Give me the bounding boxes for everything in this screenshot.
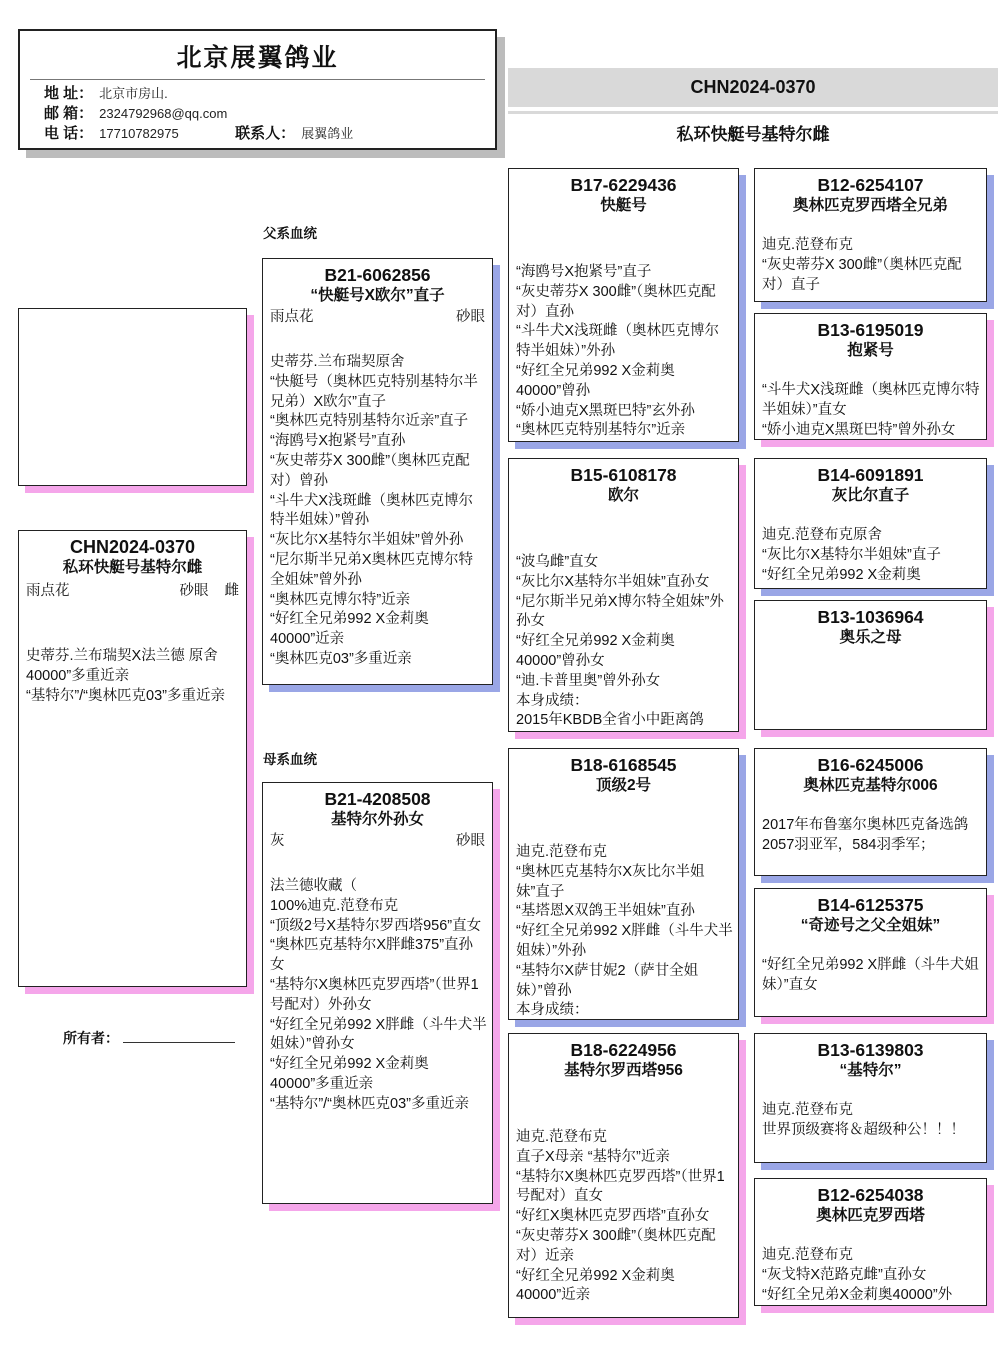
text-line: “奥林匹克基特尔X胖雌375”直孙女 xyxy=(270,937,474,974)
text-line: 史蒂芬.兰布瑞契X法兰德 原舍 xyxy=(26,648,218,664)
pigeon-name: “奇迹号之父全姐妹” xyxy=(800,917,941,934)
text-line: “基特尔”/“奥林匹克03”多重近亲 xyxy=(270,1095,469,1112)
text-line: “基特尔”/“奥林匹克03”多重近亲 xyxy=(26,687,225,704)
text-line: “灰比尔X基特尔半姐妹”直孙女 xyxy=(516,573,710,590)
eye-color: 砂眼 xyxy=(456,833,485,849)
father-box xyxy=(262,258,493,685)
text-line: “娇小迪克X黑斑巴特”曾外孙女 xyxy=(762,421,956,438)
text-line: 迪克.范登布克原舍 xyxy=(762,527,883,543)
eye-color: 砂眼 xyxy=(456,309,485,325)
ring-number: B14-6091891 xyxy=(817,465,924,485)
owner-label: 所有者： xyxy=(63,1030,119,1046)
pedigree-notes xyxy=(26,647,241,706)
pedigree-notes xyxy=(516,1128,733,1306)
phone-row xyxy=(44,124,495,144)
text-line: “好红全兄弟992 X金莉奥 xyxy=(516,633,675,650)
text-line: 迪克.范登布克 xyxy=(762,237,854,253)
great-grandparent-box-1 xyxy=(754,168,987,302)
text-line: “好红全兄弟992 X金莉奥 xyxy=(270,611,429,628)
text-line: 40000”多重近亲 xyxy=(270,1075,374,1092)
pigeon-name: 抱紧号 xyxy=(847,342,894,359)
pigeon-name: “基特尔” xyxy=(839,1062,902,1079)
grandsire-paternal-box xyxy=(508,168,739,442)
photo-box xyxy=(18,308,247,486)
text-line: “基特尔X奥林匹克罗西塔”（世界1号配对）外孙女 xyxy=(270,976,479,1013)
pedigree-notes xyxy=(762,1101,981,1141)
ring-number: B12-6254038 xyxy=(817,1185,924,1205)
text-line: “好红X奥林匹克罗西塔”直孙女 xyxy=(516,1208,710,1225)
text-line: “基特尔X萨甘妮2（萨甘全姐妹）”曾孙 xyxy=(516,962,699,999)
ring-number: B13-6139803 xyxy=(817,1040,924,1060)
text-line: “好红全兄弟992 X金莉奥 xyxy=(762,566,921,583)
pigeon-name: 奥林匹克基特尔006 xyxy=(803,777,938,794)
paternal-line-label: 父系血统 xyxy=(263,226,317,241)
loft-contact-info xyxy=(20,84,495,144)
owner-row xyxy=(63,1028,235,1048)
text-line: 迪克.范登布克 xyxy=(762,1102,854,1118)
text-line: 法兰德收藏（ xyxy=(270,878,357,894)
text-line: “好红全兄弟992 X胖雌（斗牛犬半姐妹）”曾孙女 xyxy=(270,1016,487,1053)
text-line: “斗牛犬X浅斑雌（奥林匹克博尔特半姐妹）”外孙 xyxy=(516,323,719,360)
text-line: “顶级2号X基特尔罗西塔956”直女 xyxy=(270,917,482,934)
text-line: “灰比尔X基特尔半姐妹”直子 xyxy=(762,546,941,563)
text-line: 40000”多重近亲 xyxy=(26,667,130,684)
text-line: “好红全兄弟992 X金莉奥 xyxy=(270,1056,429,1073)
subject-box xyxy=(18,530,247,987)
text-line: “基塔恩X双鸽王半姐妹”直孙 xyxy=(516,903,695,920)
pedigree-notes xyxy=(762,236,981,295)
text-line: 100%迪克.范登布克 xyxy=(270,897,399,914)
text-line: “海鸥号X抱紧号”直子 xyxy=(516,264,652,280)
text-line: 2017年布鲁塞尔奥林匹克备选鸽 xyxy=(762,817,969,833)
text-line: “快艇号（奥林匹克特别基特尔半兄弟）X欧尔”直子 xyxy=(270,373,478,410)
text-line: “迪.卡普里奥”曾外孙女 xyxy=(516,672,661,689)
text-line: “尼尔斯半兄弟X奥林匹克博尔特全姐妹”曾外孙 xyxy=(270,551,473,588)
great-grandparent-box-4 xyxy=(754,600,987,730)
sex: 雌 xyxy=(224,583,239,599)
address-row xyxy=(44,84,495,104)
email-value: 2324792968@qq.com xyxy=(99,106,228,121)
pedigree-notes xyxy=(762,1246,981,1305)
pedigree-notes xyxy=(762,526,981,585)
pedigree-notes xyxy=(516,843,733,1020)
text-line: “海鸥号X抱紧号”直孙 xyxy=(270,433,406,450)
address-label: 地 址： xyxy=(44,85,94,102)
text-line: “灰史蒂芬X 300雌”（奥林匹克配对）近亲 xyxy=(516,1227,716,1264)
ring-number: B14-6125375 xyxy=(817,895,924,915)
grandsire-maternal-box xyxy=(508,748,739,1020)
ring-number: CHN2024-0370 xyxy=(69,537,196,557)
feather-color: 雨点花 xyxy=(270,309,314,325)
ring-number: B21-4208508 xyxy=(324,789,431,809)
text-line: 迪克.范登布克 xyxy=(516,844,608,860)
loft-header-card xyxy=(18,29,497,150)
text-line: “灰史蒂芬X 300雌”（奥林匹克配对）曾孙 xyxy=(270,452,470,489)
text-line: 直子X母亲 “基特尔”近亲 xyxy=(516,1148,670,1165)
ring-number-bar: CHN2024-0370 xyxy=(508,68,998,107)
loft-name: 北京展翼鸽业 xyxy=(176,44,339,72)
pedigree-notes xyxy=(762,381,981,440)
text-line: 迪克.范登布克 xyxy=(762,1247,854,1263)
text-line: “好红全兄弟992 X金莉奥 xyxy=(516,362,675,379)
pedigree-notes xyxy=(762,816,981,856)
text-line: “灰史蒂芬X 300雌”（奥林匹克配对）直孙 xyxy=(516,283,716,320)
text-line: 2015年KBDB全省小中距离鸽 xyxy=(516,712,704,729)
text-line: 2057羽亚军，584羽季军； xyxy=(762,836,935,853)
text-line: 40000”近亲 xyxy=(270,631,345,648)
great-grandparent-box-7 xyxy=(754,1033,987,1163)
pigeon-name: 灰比尔直子 xyxy=(831,487,910,504)
pigeon-title: 私环快艇号基特尔雌 xyxy=(676,125,830,144)
text-line: “尼尔斯半兄弟X博尔特全姐妹”外孙女 xyxy=(516,593,724,630)
text-line: “基特尔X奥林匹克罗西塔”（世界1号配对）直女 xyxy=(516,1168,725,1205)
pedigree-notes xyxy=(516,263,733,441)
contact-person-label: 联系人： xyxy=(235,125,296,142)
pigeon-name: 私环快艇号基特尔雌 xyxy=(62,559,203,576)
text-line: “奥林匹克博尔特”近亲 xyxy=(270,591,411,608)
granddam-paternal-box xyxy=(508,458,739,732)
text-line: “波乌雌”直女 xyxy=(516,554,599,570)
text-line: 本身成绩： xyxy=(516,1002,589,1019)
text-line: 本身成绩： xyxy=(516,692,589,709)
color-eye-row xyxy=(270,829,485,850)
ring-number: B13-6195019 xyxy=(817,320,924,340)
pedigree-notes xyxy=(270,353,487,670)
great-grandparent-box-6 xyxy=(754,888,987,1017)
text-line: 40000”曾孙女 xyxy=(516,652,605,669)
great-grandparent-box-3 xyxy=(754,458,987,589)
pedigree-notes xyxy=(516,553,733,731)
text-line: “灰比尔X基特尔半姐妹”曾外孙 xyxy=(270,532,464,549)
ring-number: B18-6224956 xyxy=(570,1040,677,1060)
text-line: “好红全兄弟992 X胖雌（斗牛犬姐妹）”直女 xyxy=(762,957,979,993)
ring-number: B12-6254107 xyxy=(817,175,924,195)
text-line: 世界顶级赛将＆超级种公！！！ xyxy=(762,1121,965,1138)
great-grandparent-box-5 xyxy=(754,748,987,876)
granddam-maternal-box xyxy=(508,1033,739,1318)
ring-number: B16-6245006 xyxy=(817,755,924,775)
email-row xyxy=(44,104,495,124)
great-grandparent-box-8 xyxy=(754,1178,987,1306)
color-eye-row xyxy=(270,305,485,326)
text-line: “奥林匹克特别基特尔近亲”直子 xyxy=(270,413,469,430)
header-divider xyxy=(30,79,485,80)
text-line: “娇小迪克X黑斑巴特”玄外孙 xyxy=(516,402,695,419)
divider-bar xyxy=(508,111,998,114)
pedigree-notes xyxy=(762,956,981,996)
owner-blank-line xyxy=(123,1029,235,1043)
text-line: “奥林匹克特别基特尔”近亲 xyxy=(516,422,686,439)
text-line: “灰戈特X范路克雌”直孙女 xyxy=(762,1266,927,1283)
color-eye-row xyxy=(26,579,239,600)
ring-number: B13-1036964 xyxy=(817,607,924,627)
text-line: “灰史蒂芬X 300雌”（奥林匹克配对）直子 xyxy=(762,256,962,293)
great-grandparent-box-2 xyxy=(754,313,987,440)
text-line: 史蒂芬.兰布瑞契原舍 xyxy=(270,354,405,370)
text-line: 迪克.范登布克 xyxy=(516,1129,608,1145)
ring-number: B17-6229436 xyxy=(570,175,677,195)
pedigree-notes xyxy=(270,877,487,1115)
text-line: “斗牛犬X浅斑雌（奥林匹克博尔特半姐妹）”直女 xyxy=(762,382,980,418)
pigeon-name: 顶级2号 xyxy=(595,777,652,794)
phone-label: 电 话： xyxy=(44,125,94,142)
pigeon-name: 奥林匹克罗西塔全兄弟 xyxy=(792,197,948,214)
feather-color: 雨点花 xyxy=(26,583,70,599)
email-label: 邮 箱： xyxy=(44,105,94,122)
pigeon-name: 基特尔罗西塔956 xyxy=(564,1062,683,1079)
contact-person-value: 展翼鸽业 xyxy=(301,126,354,141)
text-line: “好红全兄弟992 X胖雌（斗牛犬半姐妹）”外孙 xyxy=(516,923,733,959)
pigeon-name: 奥林匹克罗西塔 xyxy=(816,1207,925,1224)
mother-box xyxy=(262,782,493,1204)
pigeon-name: 快艇号 xyxy=(600,197,647,214)
pigeon-name: 欧尔 xyxy=(607,487,639,504)
feather-color: 灰 xyxy=(270,833,285,849)
ring-number: B21-6062856 xyxy=(324,265,431,285)
text-line: “奥林匹克基特尔X灰比尔半姐妹”直子 xyxy=(516,863,705,900)
text-line: 40000”近亲 xyxy=(516,1287,591,1304)
pigeon-name: “快艇号X欧尔”直子 xyxy=(310,287,445,304)
phone-value: 17710782975 xyxy=(99,126,179,141)
text-line: “好红全兄弟X金莉奥40000”外 xyxy=(762,1286,953,1303)
text-line: “斗牛犬X浅斑雌（奥林匹克博尔特半姐妹）”曾孙 xyxy=(270,492,473,529)
eye-color: 砂眼 xyxy=(179,583,209,599)
text-line: “奥林匹克03”多重近亲 xyxy=(270,650,412,667)
address-value: 北京市房山. xyxy=(99,86,168,101)
text-line: 40000”曾孙 xyxy=(516,382,591,399)
maternal-line-label: 母系血统 xyxy=(263,752,317,767)
pigeon-name: 奥乐之母 xyxy=(839,629,902,646)
ring-number: B18-6168545 xyxy=(570,755,677,775)
ring-number: B15-6108178 xyxy=(570,465,677,485)
pigeon-name: 基特尔外孙女 xyxy=(330,811,424,828)
text-line: “好红全兄弟992 X金莉奥 xyxy=(516,1267,675,1284)
